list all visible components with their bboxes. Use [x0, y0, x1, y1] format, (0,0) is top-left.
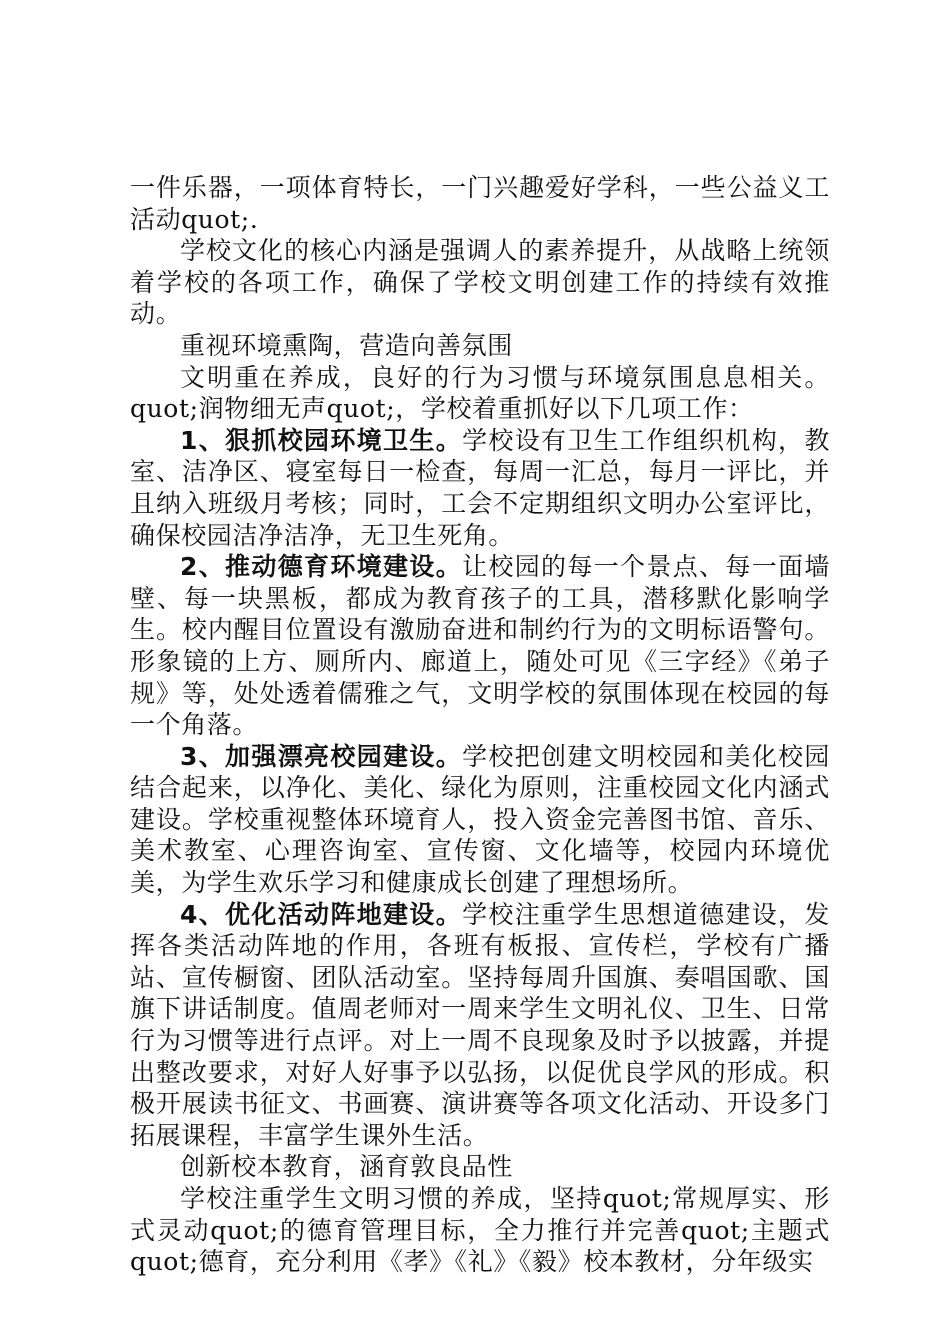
paragraph-item-1 [130, 425, 830, 551]
paragraph-2 [130, 235, 830, 330]
heading-text: 重视环境熏陶，营造向善氛围 [180, 330, 513, 360]
paragraph-10 [130, 1183, 830, 1278]
paragraph-text: 学校注重学生文明习惯的养成，坚持quot;常规厚实、形式灵动quot;的德育管理目标，全力推行并完善quot;主题式quot;德育，充分利用《孝》《礼》《毅》校本教材，分年级实 [130, 1184, 830, 1277]
paragraph-text: 文明重在养成，良好的行为习惯与环境氛围息息相关。quot;润物细无声quot;，学校着重抓好以下几项工作： [130, 362, 830, 424]
paragraph-4 [130, 362, 830, 425]
document-body [130, 172, 830, 1278]
item-lead: 4、优化活动阵地建设。 [180, 899, 463, 929]
paragraph-text: 一件乐器，一项体育特长，一门兴趣爱好学科，一些公益义工活动quot;. [130, 173, 830, 234]
paragraph-1 [130, 172, 830, 235]
item-lead: 1、狠抓校园环境卫生。 [180, 425, 463, 455]
item-lead: 2、推动德育环境建设。 [180, 552, 463, 582]
paragraph-text: 学校把创建文明校园和美化校园结合起来，以净化、美化、绿化为原则，注重校园文化内涵式建设。学校重视整体环境育人，投入资金完善图书馆、音乐、美术教室、心理咨询室、宣传窗、文化墙等，校园内环境优美，为学生欢乐学习和健康成长创建了理想场所。 [130, 741, 830, 898]
paragraph-item-4 [130, 899, 830, 1152]
paragraph-item-3 [130, 741, 830, 899]
heading-text: 创新校本教育，涵育敦良品性 [180, 1152, 513, 1182]
section-heading-school-education [130, 1151, 830, 1183]
paragraph-text: 学校注重学生思想道德建设，发挥各类活动阵地的作用，各班有板报、宣传栏，学校有广播站、宣传橱窗、团队活动室。坚持每周升国旗、奏唱国歌、国旗下讲话制度。值周老师对一周来学生文明礼仪、卫生、日常行为习惯等进行点评。对上一周不良现象及时予以披露，并提出整改要求，对好人好事予以弘扬，以促优良学风的形成。积极开展读书征文、书画赛、演讲赛等各项文化活动、开设多门拓展课程，丰富学生课外生活。 [130, 899, 830, 1150]
paragraph-text: 让校园的每一个景点、每一面墙壁、每一块黑板，都成为教育孩子的工具，潜移默化影响学生。校内醒目位置设有激励奋进和制约行为的文明标语警句。形象镜的上方、厕所内、廊道上，随处可见《三字经》《弟子规》等，处处透着儒雅之气，文明学校的氛围体现在校园的每一个角落。 [130, 552, 830, 740]
paragraph-item-2 [130, 551, 830, 741]
item-lead: 3、加强漂亮校园建设。 [180, 741, 463, 771]
section-heading-environment [130, 330, 830, 362]
paragraph-text: 学校文化的核心内涵是强调人的素养提升，从战略上统领着学校的各项工作，确保了学校文明创建工作的持续有效推动。 [130, 236, 830, 329]
paragraph-text: 学校设有卫生工作组织机构，教室、洁净区、寝室每日一检查，每周一汇总，每月一评比，并且纳入班级月考核；同时，工会不定期组织文明办公室评比，确保校园洁净洁净，无卫生死角。 [130, 425, 830, 550]
